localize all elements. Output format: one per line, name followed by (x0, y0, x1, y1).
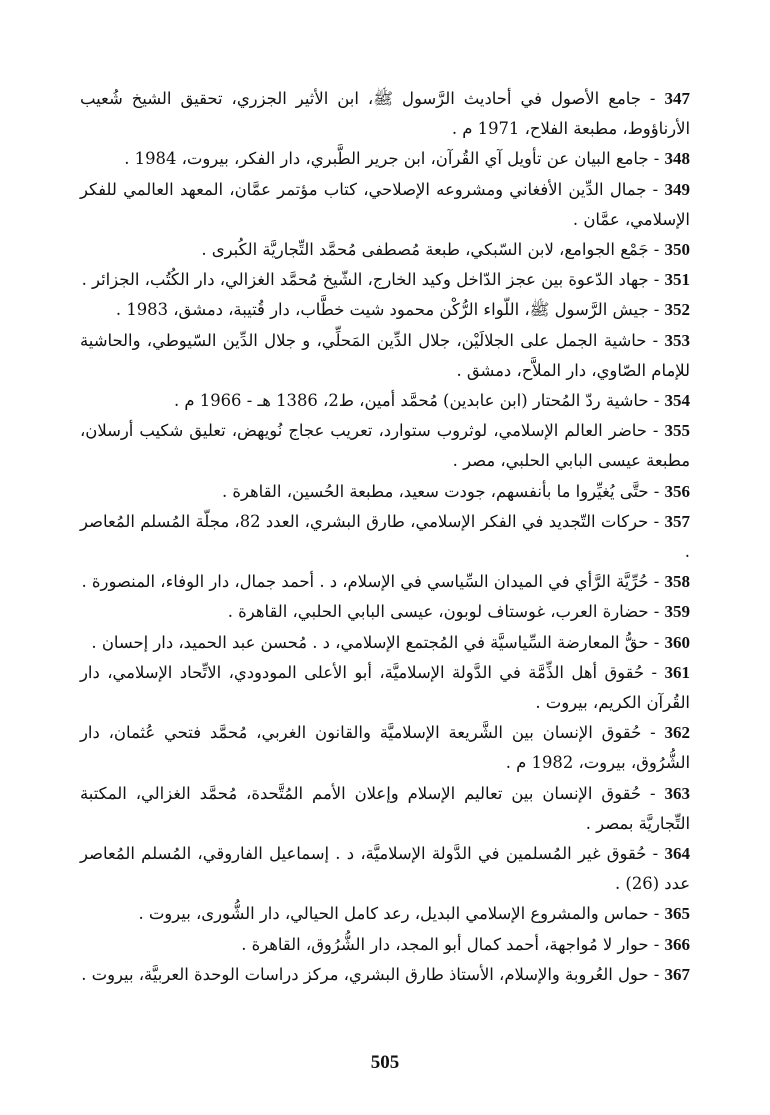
entry-text: جهاد الدّعوة بين عجز الدّاخل وكيد الخارج، الشّيخ مُحمَّد الغزالي، دار الكُتُب، الجزائر . (81, 270, 649, 290)
bibliography-entry (80, 144, 690, 174)
entry-text: حُرِّيَّة الرَّأي في الميدان السِّياسي في الإسلام، د . أحمد جمال، دار الوفاء، المنصورة . (81, 572, 649, 592)
bibliography-entry (80, 658, 690, 718)
page-number: 505 (370, 1052, 400, 1073)
entry-number: 355 (664, 421, 690, 441)
entry-separator: - (648, 632, 665, 652)
entry-number: 358 (664, 572, 690, 592)
entry-number: 357 (664, 511, 690, 531)
entry-separator: - (646, 421, 665, 441)
entry-text: جَمْع الجوامع، لابن السّبكي، طبعة مُصطفى مُحمَّد التِّجاريَّة الكُبرى . (201, 240, 649, 260)
entry-separator: - (646, 179, 665, 199)
entry-number: 348 (664, 149, 690, 169)
entry-number: 367 (664, 964, 690, 984)
entry-text: حُقوق الإنسان بين تعاليم الإسلام وإعلان الأمم المُتَّحدة، مُحمَّد الغزالي، المكتبة التِّجاريَّة بمصر . (80, 783, 690, 833)
entry-separator: - (648, 149, 665, 169)
bibliography-entry (80, 597, 690, 627)
entry-text: حركات التّجديد في الفكر الإسلامي، طارق البشري، العدد 82، مجلّة المُسلم المُعاصر . (80, 511, 690, 562)
entry-separator: - (648, 270, 665, 290)
entry-text: حاشية ردّ المُحتار (ابن عابدين) مُحمَّد أمين، ط2، 1386 هـ - 1966 م . (173, 391, 649, 411)
entry-separator: - (648, 934, 665, 954)
bibliography-list (80, 84, 690, 990)
entry-separator: - (648, 511, 665, 531)
entry-number: 363 (664, 783, 690, 803)
entry-separator: - (648, 300, 665, 320)
bibliography-entry (80, 235, 690, 265)
entry-text: حضارة العرب، غوستاف لوبون، عيسى البابي الحلبي، القاهرة . (227, 602, 649, 622)
bibliography-entry (80, 839, 690, 899)
entry-number: 350 (664, 240, 690, 260)
entry-text: جيش الرَّسول ﷺ، اللّواء الرُّكْن محمود شيت خطَّاب، دار قُتيبة، دمشق، 1983 . (115, 300, 649, 320)
entry-text: حتَّى يُغيِّروا ما بأنفسهم، جودت سعيد، مطبعة الحُسين، القاهرة . (221, 481, 649, 501)
entry-separator: - (646, 844, 665, 864)
entry-text: حوار لا مُواجهة، أحمد كمال أبو المجد، دار الشُّرُوق، القاهرة . (241, 934, 649, 954)
entry-separator: - (646, 330, 665, 350)
entry-separator: - (648, 572, 665, 592)
entry-separator: - (640, 89, 665, 108)
entry-number: 351 (664, 270, 690, 290)
entry-text: حُقوق غير المُسلمين في الدَّولة الإسلاميَّة، د . إسماعيل الفاروقي، المُسلم المُعاصر عدد (26) . (80, 844, 690, 894)
bibliography-entry (80, 386, 690, 416)
bibliography-entry (80, 779, 690, 839)
entry-number: 366 (664, 934, 690, 954)
entry-text: جمال الدِّين الأفغاني ومشروعه الإصلاحي، كتاب مؤتمر عمَّان، المعهد العالمي للفكر الإسلامي، عمَّان . (80, 179, 690, 229)
bibliography-entry (80, 930, 690, 960)
entry-text: حاضر العالم الإسلامي، لوثروب ستوارد، تعريب عجاج نُويهض، تعليق شكيب أرسلان، مطبعة عيسى البابي الحلبي، مصر . (80, 421, 690, 471)
entry-text: جامع البيان عن تأويل آي القُرآن، ابن جرير الطَّبري، دار الفكر، بيروت، 1984 . (124, 149, 649, 169)
bibliography-entry (80, 507, 690, 567)
entry-number: 360 (664, 632, 690, 652)
entry-text: حُقوق أهل الذِّمَّة في الدَّولة الإسلاميَّة، أبو الأعلى المودودي، الاتِّحاد الإسلامي، دار القُرآن الكريم، بيروت . (80, 662, 690, 713)
entry-number: 354 (664, 391, 690, 411)
bibliography-entry (80, 477, 690, 507)
entry-text: حقُّ المعارضة السِّياسيَّة في المُجتمع الإسلامي، د . مُحسن عبد الحميد، دار إحسان . (91, 632, 649, 652)
entry-text: حُقوق الإنسان بين الشَّريعة الإسلاميَّة والقانون الغربي، مُحمَّد فتحي عُثمان، دار الشُّرُوق، بيروت، 1982 م . (80, 723, 690, 773)
entry-text: حاشية الجمل على الجلالَيْن، جلال الدِّين المَحلِّي، و جلال الدِّين السّيوطي، والحاشية للإمام الصّاوي، دار الملاَّح، دمشق . (80, 330, 690, 380)
entry-number: 353 (664, 330, 690, 350)
entry-separator: - (648, 964, 665, 984)
entry-number: 361 (664, 662, 690, 682)
entry-number: 365 (664, 904, 690, 924)
entry-number: 359 (664, 602, 690, 622)
entry-number: 364 (664, 844, 690, 864)
bibliography-entry (80, 416, 690, 476)
bibliography-entry (80, 899, 690, 929)
entry-text: حماس والمشروع الإسلامي البديل، رعد كامل الحيالي، دار الشُّورى، بيروت . (138, 904, 649, 924)
bibliography-entry (80, 628, 690, 658)
entry-number: 347 (664, 89, 690, 108)
entry-separator: - (644, 662, 665, 682)
bibliography-entry (80, 718, 690, 778)
entry-text: حول العُروبة والإسلام، الأستاذ طارق البشري، مركز دراسات الوحدة العربيَّة، بيروت . (81, 964, 649, 984)
entry-separator: - (648, 904, 665, 924)
bibliography-entry (80, 960, 690, 990)
bibliography-entry (80, 295, 690, 325)
entry-number: 362 (664, 723, 690, 743)
entry-separator: - (648, 240, 665, 260)
bibliography-entry (80, 567, 690, 597)
entry-number: 352 (664, 300, 690, 320)
entry-separator: - (641, 783, 665, 803)
entry-separator: - (648, 481, 665, 501)
bibliography-entry (80, 84, 690, 144)
entry-separator: - (648, 602, 665, 622)
bibliography-entry (80, 175, 690, 235)
entry-number: 356 (664, 481, 690, 501)
bibliography-entry (80, 326, 690, 386)
entry-separator: - (648, 391, 665, 411)
entry-text: جامع الأصول في أحاديث الرَّسول ﷺ، ابن الأثير الجزري، تحقيق الشيخ شُعيب الأرناؤوط، مطبعة الفلاح، 1971 م . (80, 89, 690, 139)
bibliography-entry (80, 265, 690, 295)
entry-number: 349 (664, 179, 690, 199)
entry-separator: - (641, 723, 665, 743)
